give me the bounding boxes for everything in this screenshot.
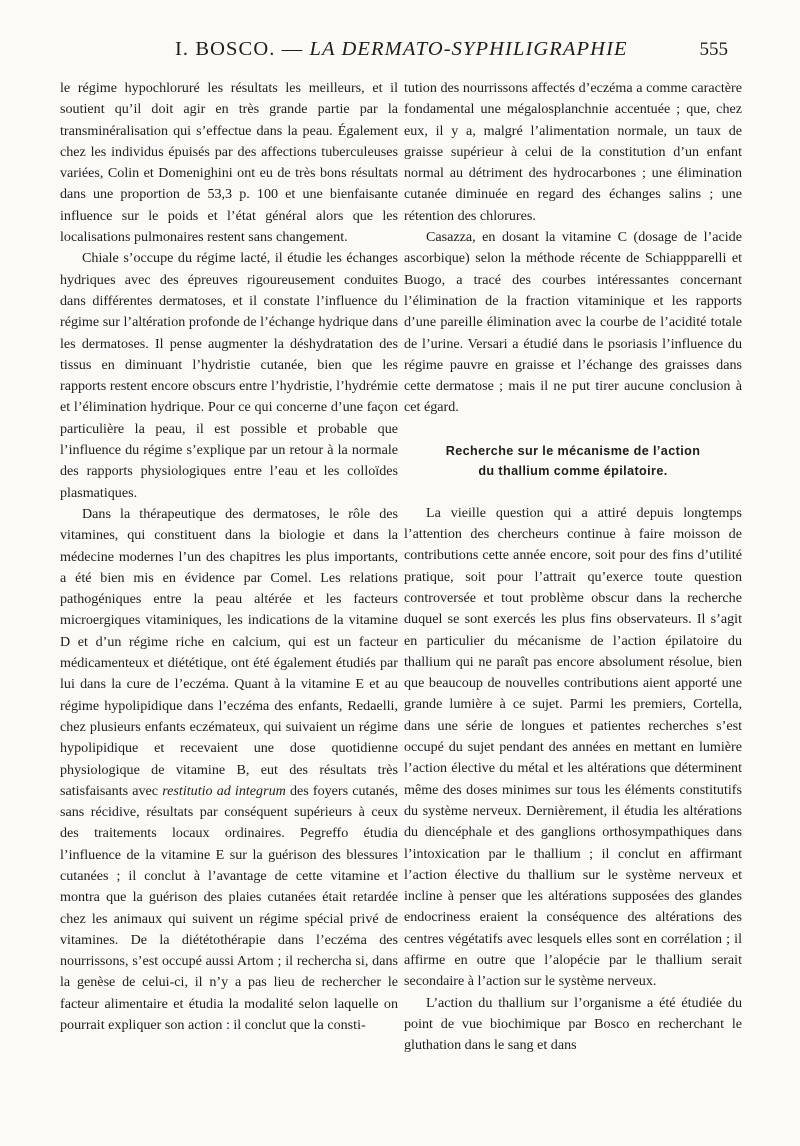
section-heading-line-1: Recherche sur le mécanisme de l’action xyxy=(445,443,701,458)
left-paragraph-1: le régime hypochloruré les résultats les meilleurs, et il soutient qu’il doit agir en très grande partie par la transminéralisation qui s’effectue dans la peau. Également chez les individus épuisés par des affections tuberculeuses variées, Colin et Domenighini ont eu de très bons résultats dans une proportion de 53,3 p. 100 et une bienfaisante influence sur le poids et l’état général alors que les localisations pulmonaires restent sans changement. xyxy=(60,80,398,246)
left-paragraph-3-end: des foyers cutanés, sans récidive, résultats par conséquent supérieurs à ceux des traitements locaux ordinaires. Pegreffo étudia l’influence de la vitamine E sur la guérison des blessures cutanées ; il conclut à l’avantage de cette vitamine et montra que la guérison des plaies cutanées était retardée chez les animaux qui suivent un régime spécial privé de vitamines. De la diététothérapie dans l’eczéma des nourrissons, s’est occupé aussi Artom ; il rechercha si, dans la genèse de celui-ci, il n’y a pas lieu de rechercher le facteur alimentaire et étudia la modalité selon laquelle on pourrait expliquer son action : il conclut que la consti- xyxy=(60,782,399,1034)
right-column xyxy=(404,78,742,1056)
section-heading xyxy=(404,441,742,481)
left-column xyxy=(60,78,398,1036)
header-journal-title: LA DERMATO-SYPHILIGRAPHIE xyxy=(309,38,628,60)
latin-phrase: restitutio ad integrum xyxy=(162,782,286,799)
right-paragraph-4: L’action du thallium sur l’organisme a été étudiée du point de vue biochimique par Bosco en recherchant le gluthation dans le sang et dans xyxy=(404,994,742,1054)
page-number: 555 xyxy=(699,39,728,60)
header-author: I. BOSCO. — xyxy=(175,38,304,60)
left-paragraph-3-start: Dans la thérapeutique des dermatoses, le rôle des vitamines, qui constituent dans la biologie et dans la médecine modernes l’un des chapitres les plus importants, a été bien mis en évidence par Comel. Les relations pathogéniques entre la peau altérée et les facteurs microergiques vitaminiques, les indications de la vitamine D et d’un régime riche en calcium, qui est un facteur médicamenteux et diététique, ont été également étudiés par lui dans la cure de l’eczéma. Quant à la vitamine E et au régime hypolipidique dans l’eczéma des enfants, Redaelli, chez plusieurs enfants eczémateux, qui suivaient un régime hypolipidique et recevaient une dose quotidienne physiologique de vitamine B, eut des résultats très satisfaisants avec xyxy=(60,505,398,799)
right-paragraph-2: Casazza, en dosant la vitamine C (dosage de l’acide ascorbique) selon la méthode récente de Schiappparelli et Buogo, a tracé des courbes intéressantes concernant l’élimination de la fraction vitaminique et les rapports d’une pareille élimination avec la courbe de l’acidité totale de l’urine. Versari a étudié dans le psoriasis l’influence du régime pauvre en graisse et l’échange des graisses dans cette dermatose ; mais il ne put tirer aucune conclusion à cet égard. xyxy=(404,229,742,416)
left-paragraph-2: Chiale s’occupe du régime lacté, il étudie les échanges hydriques avec des épreuves rigoureusement conduites dans différentes dermatoses, et il constate l’influence du régime sur l’altération profonde de l’échange hydrique dans les dermatoses. Il pense augmenter la déshydratation des tissus en diminuant l’hydristie cutanée, bien que les rapports restent encore obscurs entre l’hydristie, l’hydrémie et l’élimination hydrique. Pour ce qui concerne d’une façon particulière la peau, il est possible et probable que l’influence du régime s’explique par un retour à la normale des rapports physiologiques entre l’eau et les colloïdes plasmatiques. xyxy=(60,250,398,501)
right-paragraph-3: La vieille question qui a attiré depuis longtemps l’attention des chercheurs continue à faire moisson de contributions cette année encore, soit pour des fins d’utilité pratique, soit pour l’attrait qu’exerce toute question controversée et tout problème obscur dans la recherche duquel se sont exercés les plus fins observateurs. Il s’agit en particulier du mécanisme de l’action épilatoire du thallium qui ne paraît pas encore absolument résolue, bien que beaucoup de nouvelles contributions aient apporté une grande lumière à ce sujet. Parmi les premiers, Cortella, dans une série de longues et patientes recherches s’est occupé du sujet pendant des années en mettant en lumière l’action élective du métal et les altérations que déterminent même des doses minimes sur tous les éléments constitutifs du système nerveux. Dernièrement, il étudia les altérations du diencéphale et des ganglions orthosympathiques dans l’intoxication par le thallium ; il conclut en affirmant l’action élective du thallium sur le système nerveux et incline à penser que les altérations supposées des glandes endocriness eraient la conséquence des altérations des centres végétatifs avec lesquels elles sont en corrélation ; il affirme en outre que l’alopécie par le thallium serait secondaire à l’action sur le système nerveux. xyxy=(404,504,742,990)
running-title xyxy=(175,38,735,61)
right-paragraph-1: tution des nourrissons affectés d’eczéma a comme caractère fondamental une mégalosplanchnie accentuée ; que, chez eux, il y a, malgré l’alimentation normale, un taux de graisse supérieur à celui de la constitution d’un enfant normal au détriment des hydrocarbones ; une élimination cutanée diminuée en regard des échanges salins ; une rétention des chlorures. xyxy=(404,80,742,224)
section-heading-line-2: du thallium comme épilatoire. xyxy=(478,463,668,478)
running-header xyxy=(0,38,800,68)
left-paragraph-3 xyxy=(60,504,398,1036)
